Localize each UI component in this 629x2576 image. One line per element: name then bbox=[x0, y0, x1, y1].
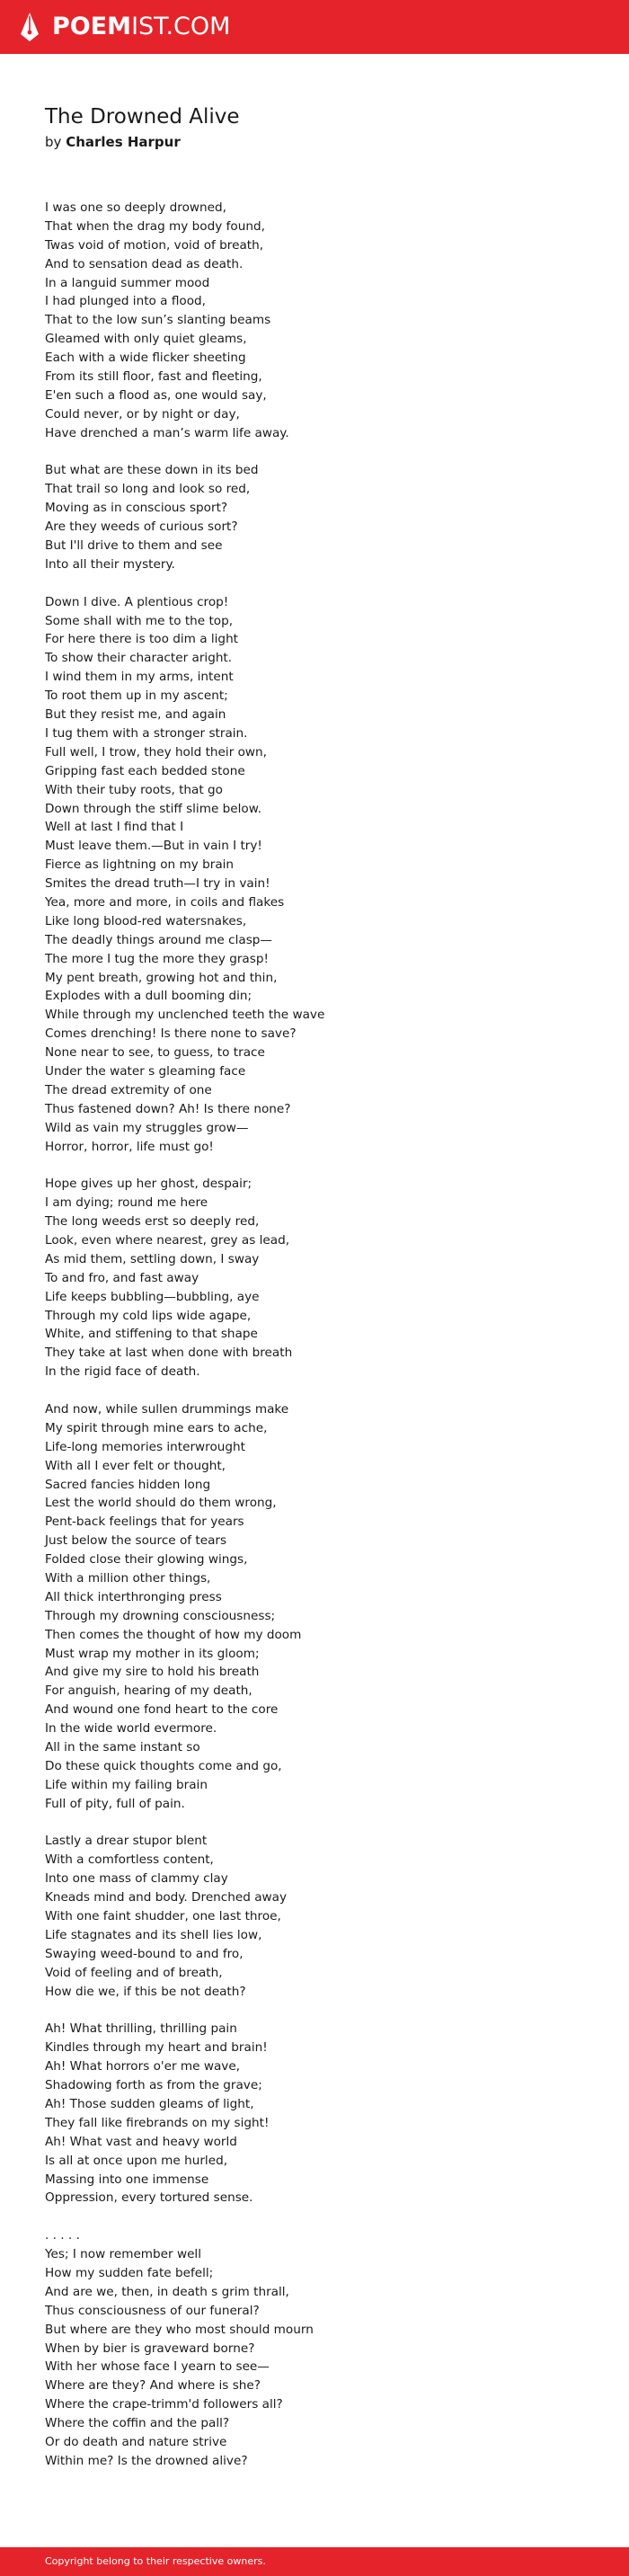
poem-line: And give my sire to hold his breath bbox=[45, 1665, 260, 1680]
poem-stanza bbox=[45, 2226, 602, 2471]
poem-line: Fierce as lightning on my brain bbox=[45, 857, 235, 873]
poem-line: But I'll drive to them and see bbox=[45, 538, 223, 554]
poem-line: Do these quick thoughts come and go, bbox=[45, 1758, 282, 1773]
poem-line: Yea, more and more, in coils and flakes bbox=[45, 894, 285, 910]
poem-line: In a languid summer mood bbox=[45, 275, 210, 290]
poem-line: Through my drowning consciousness; bbox=[45, 1608, 276, 1623]
poem-line: To root them up in my ascent; bbox=[45, 688, 228, 704]
poem-line: Gripping fast each bedded stone bbox=[45, 763, 245, 778]
poem-line: Where are they? And where is she? bbox=[45, 2378, 261, 2394]
poem-line: Hope gives up her ghost, despair; bbox=[45, 1177, 252, 1192]
poem-line: When by bier is graveward borne? bbox=[45, 2341, 255, 2356]
poem-line: Is all at once upon me hurled, bbox=[45, 2153, 228, 2168]
poem-line: They fall like firebrands on my sight! bbox=[45, 2115, 270, 2130]
poem-line: Thus fastened down? Ah! Is there none? bbox=[45, 1101, 291, 1116]
stanza-break bbox=[45, 2002, 602, 2021]
poem-line: My pent breath, growing hot and thin, bbox=[45, 970, 278, 985]
poem-line: Lest the world should do them wrong, bbox=[45, 1496, 277, 1511]
poem-line: Ah! What thrilling, thrilling pain bbox=[45, 2021, 237, 2037]
stanza-break bbox=[45, 1381, 602, 1400]
poem-line: Full well, I trow, they hold their own, bbox=[45, 744, 267, 759]
author-link[interactable]: Charles Harpur bbox=[66, 134, 181, 150]
site-header bbox=[0, 0, 629, 54]
poem-line: Pent-back feelings that for years bbox=[45, 1515, 244, 1530]
poem-line: Down I dive. A plentious crop! bbox=[45, 594, 229, 609]
poem-line: E'en such a flood as, one would say, bbox=[45, 387, 267, 403]
poem-line: But what are these down in its bed bbox=[45, 463, 259, 478]
poem-line: How die we, if this be not death? bbox=[45, 1984, 246, 1999]
poem-stanza bbox=[45, 199, 602, 443]
poem-line: Wild as vain my struggles grow— bbox=[45, 1120, 249, 1135]
byline-prefix: by bbox=[45, 134, 62, 150]
poem-line: I tug them with a stronger strain. bbox=[45, 725, 248, 741]
poem-line: Thus consciousness of our funeral? bbox=[45, 2303, 260, 2318]
poem-line: The deadly things around me clasp— bbox=[45, 932, 272, 947]
poem-stanza bbox=[45, 1832, 602, 2001]
poem-line: With their tuby roots, that go bbox=[45, 782, 223, 797]
poem-line: Lastly a drear stupor blent bbox=[45, 1834, 208, 1849]
poem-line: Swaying weed-bound to and fro, bbox=[45, 1946, 244, 1961]
poem-line: Have drenched a man’s warm life away. bbox=[45, 425, 289, 440]
poem-line: The more I tug the more they grasp! bbox=[45, 951, 269, 966]
poem-line: And wound one fond heart to the core bbox=[45, 1702, 279, 1718]
poem-title: The Drowned Alive bbox=[45, 105, 240, 129]
poem-line: That to the low sun’s slanting beams bbox=[45, 313, 271, 328]
poem-line: Life-long memories interwrought bbox=[45, 1439, 245, 1454]
poem-line: With one faint shudder, one last throe, bbox=[45, 1909, 281, 1924]
poem-line: For anguish, hearing of my death, bbox=[45, 1683, 252, 1699]
poem-body bbox=[45, 199, 602, 2471]
poem-line: Down through the stiff slime below. bbox=[45, 801, 261, 816]
poem-line: With a million other things, bbox=[45, 1571, 211, 1586]
poem-stanza bbox=[45, 2020, 602, 2207]
poem-line: I am dying; round me here bbox=[45, 1195, 208, 1211]
poem-line: In the wide world evermore. bbox=[45, 1721, 217, 1737]
poem-line: My spirit through mine ears to ache, bbox=[45, 1420, 268, 1435]
poem-line: Must leave them.—But in vain I try! bbox=[45, 839, 262, 854]
site-footer bbox=[0, 2547, 629, 2576]
copyright-text: Copyright belong to their respective owners. bbox=[45, 2555, 266, 2567]
poem-line: Within me? Is the drowned alive? bbox=[45, 2453, 248, 2468]
poem-line: While through my unclenched teeth the wave bbox=[45, 1008, 325, 1023]
poem-line: With her whose face I yearn to see— bbox=[45, 2359, 270, 2375]
poem-line: Look, even where nearest, grey as lead, bbox=[45, 1232, 290, 1248]
poem-line: Into all their mystery. bbox=[45, 556, 175, 572]
poem-line: Oppression, every tortured sense. bbox=[45, 2190, 253, 2206]
stanza-break bbox=[45, 443, 602, 462]
poem-line: I wind them in my arms, intent bbox=[45, 670, 234, 685]
poem-line: Massing into one immense bbox=[45, 2172, 209, 2187]
poem-line: Kindles through my heart and brain! bbox=[45, 2040, 268, 2056]
poem-line: Explodes with a dull booming din; bbox=[45, 989, 252, 1004]
poem-line: Smites the dread truth—I try in vain! bbox=[45, 876, 270, 892]
poem-line: And are we, then, in death s grim thrall, bbox=[45, 2284, 289, 2299]
poem-line: Through my cold lips wide agape, bbox=[45, 1308, 252, 1323]
poem-line: How my sudden fate befell; bbox=[45, 2265, 214, 2280]
stanza-break bbox=[45, 574, 602, 593]
poem-line: Each with a wide flicker sheeting bbox=[45, 351, 246, 366]
poem-line: That when the drag my body found, bbox=[45, 218, 265, 234]
poem-line: Folded close their glowing wings, bbox=[45, 1552, 248, 1568]
poem-line: Like long blood-red watersnakes, bbox=[45, 913, 247, 928]
poem-line: To show their character aright. bbox=[45, 651, 233, 666]
poem-line: But they resist me, and again bbox=[45, 707, 226, 723]
poem-stanza bbox=[45, 1400, 602, 1814]
poem-line: The long weeds erst so deeply red, bbox=[45, 1214, 260, 1230]
poem-line: Full of pity, full of pain. bbox=[45, 1796, 185, 1811]
poem-line: All in the same instant so bbox=[45, 1740, 200, 1755]
poem-line: But where are they who most should mourn bbox=[45, 2322, 314, 2337]
poem-line: Ah! What vast and heavy world bbox=[45, 2134, 237, 2149]
poem-line: Are they weeds of curious sort? bbox=[45, 520, 238, 535]
poem-line: . . . . . bbox=[45, 2228, 80, 2243]
logo-light-text: IST.COM bbox=[131, 13, 231, 40]
poem-line: All thick interthronging press bbox=[45, 1589, 222, 1604]
poem-line: Well at last I find that I bbox=[45, 820, 184, 835]
poem-line: Void of feeling and of breath, bbox=[45, 1965, 223, 1980]
stanza-break bbox=[45, 1814, 602, 1833]
stanza-break bbox=[45, 2207, 602, 2226]
poem-line: Sacred fancies hidden long bbox=[45, 1477, 211, 1492]
poem-stanza bbox=[45, 593, 602, 1157]
logo-bold-text: POEM bbox=[52, 13, 132, 40]
poem-line: To and fro, and fast away bbox=[45, 1270, 199, 1285]
poem-line: Some shall with me to the top, bbox=[45, 613, 234, 628]
poem-line: In the rigid face of death. bbox=[45, 1364, 200, 1380]
poem-line: Into one mass of clammy clay bbox=[45, 1871, 228, 1887]
poem-line: Just below the source of tears bbox=[45, 1533, 227, 1549]
poem-line: Ah! What horrors o'er me wave, bbox=[45, 2059, 241, 2074]
poem-line: Where the crape-trimm'd followers all? bbox=[45, 2397, 283, 2412]
poem-byline bbox=[45, 133, 181, 151]
poem-line: Shadowing forth as from the grave; bbox=[45, 2078, 262, 2093]
poem-line: With a comfortless content, bbox=[45, 1852, 214, 1868]
poem-line: And to sensation dead as death. bbox=[45, 256, 244, 271]
site-logo[interactable] bbox=[52, 13, 230, 41]
poem-line: They take at last when done with breath bbox=[45, 1346, 293, 1361]
poem-line: Gleamed with only quiet gleams, bbox=[45, 332, 247, 347]
poem-line: The dread extremity of one bbox=[45, 1082, 212, 1097]
poem-line: Yes; I now remember well bbox=[45, 2247, 201, 2262]
poem-line: White, and stiffening to that shape bbox=[45, 1327, 258, 1342]
poem-line: None near to see, to guess, to trace bbox=[45, 1045, 265, 1061]
poem-line: As mid them, settling down, I sway bbox=[45, 1251, 260, 1266]
poem-line: Could never, or by night or day, bbox=[45, 406, 240, 422]
poem-line: Life stagnates and its shell lies low, bbox=[45, 1927, 262, 1942]
poem-stanza bbox=[45, 1175, 602, 1381]
poem-line: Comes drenching! Is there none to save? bbox=[45, 1026, 297, 1042]
stanza-break bbox=[45, 1156, 602, 1175]
poem-line: Kneads mind and body. Drenched away bbox=[45, 1890, 288, 1905]
poem-line: Moving as in conscious sport? bbox=[45, 501, 228, 516]
poem-line: Horror, horror, life must go! bbox=[45, 1139, 214, 1154]
fountain-pen-nib-icon[interactable] bbox=[18, 11, 41, 43]
poem-line: Then comes the thought of how my doom bbox=[45, 1627, 302, 1642]
poem-line: Where the coffin and the pall? bbox=[45, 2416, 230, 2431]
poem-line: Under the water s gleaming face bbox=[45, 1063, 246, 1079]
poem-line: Life within my failing brain bbox=[45, 1777, 208, 1792]
poem-line: Or do death and nature strive bbox=[45, 2434, 227, 2449]
poem-line: And now, while sullen drummings make bbox=[45, 1402, 289, 1417]
poem-line: For here there is too dim a light bbox=[45, 632, 239, 647]
poem-line: That trail so long and look so red, bbox=[45, 482, 251, 497]
poem-stanza bbox=[45, 461, 602, 573]
poem-line: I had plunged into a flood, bbox=[45, 294, 206, 309]
poem-line: From its still floor, fast and fleeting, bbox=[45, 369, 262, 385]
poem-line: Must wrap my mother in its gloom; bbox=[45, 1646, 260, 1661]
poem-line: Ah! Those sudden gleams of light, bbox=[45, 2096, 254, 2111]
poem-line: Life keeps bubbling—bubbling, aye bbox=[45, 1289, 260, 1304]
poem-line: I was one so deeply drowned, bbox=[45, 200, 226, 215]
poem-line: Twas void of motion, void of breath, bbox=[45, 237, 264, 253]
poem-line: With all I ever felt or thought, bbox=[45, 1458, 226, 1473]
